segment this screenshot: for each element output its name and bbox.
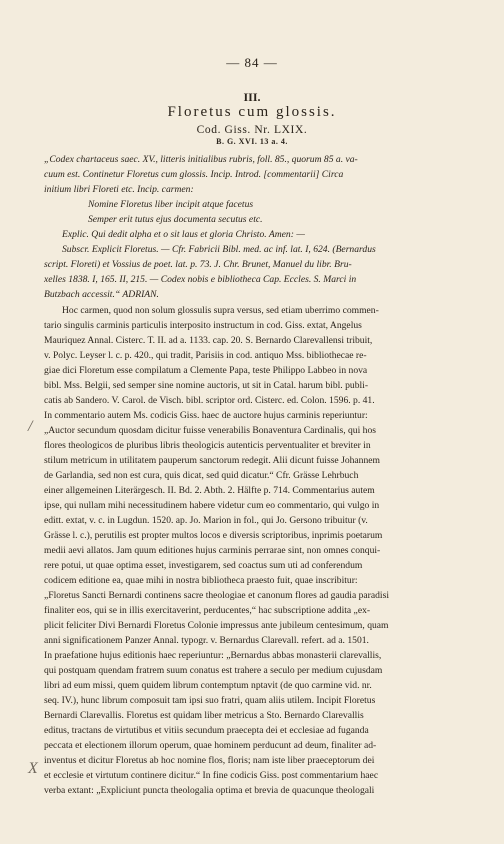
body-line: de Garlandia, sed non est cura, quis dicat, sed quid dicatur.“ Cfr. Grässe Lehrbuch	[44, 470, 359, 481]
body-line: stilum metricum in utilitatem pauperum sanctorum redegit. Alii dicunt fuisse Johannem	[44, 455, 380, 466]
body-line: Mauriquez Annal. Cisterc. T. II. ad a. 1133. cap. 20. S. Bernardo Clarevallensi tribuit,	[44, 335, 373, 346]
codex-reference: Cod. Giss. Nr. LXIX.	[196, 124, 308, 136]
margin-pencil-mark: /	[28, 418, 33, 435]
intro-line: xelles 1838. I, 165. II, 215. — Codex nobis e bibliotheca Cap. Eccles. S. Marci in	[44, 274, 357, 285]
body-line: In commentario autem Ms. codicis Giss. haec de auctore hujus carminis reperiuntur:	[44, 410, 368, 421]
intro-line: cuum est. Continetur Floretus cum glossis. Incip. Introd. [commentarii] Circa	[44, 169, 344, 180]
body-line: editt. extat, v. c. in Lugdun. 1520. ap. Jo. Marion in fol., qui Jo. Gersono tribuitur (v.	[44, 515, 368, 526]
intro-line: script. Floreti) et Vossius de poet. lat. p. 73. J. Chr. Brunet, Manuel du libr. Bru-	[44, 259, 352, 270]
section-numeral: III.	[243, 90, 261, 104]
shelfmark: B. G. XVI. 13 a. 4.	[216, 137, 288, 146]
intro-line: Explic. Qui dedit alpha et o sit laus et gloria Christo. Amen: —	[62, 229, 305, 240]
body-line: tario singulis carminis particulis interposito instructum in cod. Giss. extat, Angelus	[44, 320, 362, 331]
body-line: bibl. Mss. Belgii, sed semper sine nomine auctoris, ut sit in Catal. harum bibl. publi-	[44, 380, 369, 391]
body-line: codicem editione ea, quae mihi in nostra bibliotheca praesto fuit, quae inscribitur:	[44, 575, 358, 586]
body-line: giae dici Floretum esse compilatum a Clemente Papa, teste Philippo Labbeo in nova	[44, 365, 368, 376]
verse-line: Nomine Floretus liber incipit atque facetus	[88, 199, 254, 210]
body-line: finaliter eos, qui se in illis exercitaverint, perducentes,“ hac subscriptione addita „ex-	[44, 605, 371, 616]
body-line: Hoc carmen, quod non solum glossulis supra versus, sed etiam uberrimo commen-	[62, 305, 379, 316]
body-text	[44, 303, 463, 798]
margin-pencil-mark: X	[28, 760, 38, 777]
body-line: Grässe l. c.), perutilis est propter multos locos e diversis scriptoribus, inprimis poetarum	[44, 530, 383, 541]
body-line: anni significationem Panzer Annal. typogr. v. Bernardus Clarevall. refert. ad a. 1501.	[44, 635, 369, 646]
intro-quotation	[44, 152, 463, 302]
body-line: et ecclesie et virtutum continere dicitur.“ In fine codicis Giss. post commentarium haec	[44, 770, 379, 781]
body-line: Bernardi Clarevallis. Floretus est quidam liber metricus a Sto. Bernardo Clarevallis	[44, 710, 364, 721]
body-line: peccata et electionem illorum operum, quae hominem perducunt ad deum, finaliter ad-	[44, 740, 377, 751]
page-number: — 84 —	[226, 55, 278, 70]
body-line: einer allgemeinen Literärgesch. II. Bd. 2. Abth. 2. Hälfte p. 714. Commentarius autem	[44, 485, 375, 496]
body-line: qui postquam quendam fratrem suum conatus est trahere a seculo per medium cujusdam	[44, 665, 383, 676]
verse-line: Semper erit tutus ejus documenta secutus etc.	[88, 214, 263, 225]
intro-line: initium libri Floreti etc. Incip. carmen:	[44, 184, 194, 195]
body-line: flores theologicos de pluribus libris theologicis autenticis perventualiter et breviter in	[44, 440, 371, 451]
body-line: v. Polyc. Leyser l. c. p. 420., qui tradit, Parisiis in cod. antiquo Mss. bibliothecae re-	[44, 350, 367, 361]
body-line: verba extant: „Expliciunt puncta theologalia optima et brevia de quacunque theologali	[44, 785, 375, 796]
body-line: In praefatione hujus editionis haec reperiuntur: „Bernardus abbas monasterii clarevallis,	[44, 650, 382, 661]
body-line: „Auctor secundum quosdam dicitur fuisse venerabilis Bonaventura Cardinalis, qui hos	[44, 425, 376, 436]
body-line: seq. IV.), hunc librum composuit tam ipsi suo fratri, quam aliis utilem. Incipit Floretus	[44, 695, 376, 706]
body-line: plicit feliciter Divi Bernardi Floretus Colonie impressus ante jubileum centesimum, quam	[44, 620, 389, 631]
body-line: libri ad eum missi, quem quidem librum contemptum nptavit (de quo carmine vid. nr.	[44, 680, 372, 691]
body-line: „Floretus Sancti Bernardi continens sacre theologiae et canonum flores ad gaudia paradisi	[44, 590, 389, 601]
body-line: inventus et dicitur Floretus ab hoc nomine flos, floris; nam iste liber praeceptorum dei	[44, 755, 375, 766]
body-line: medii aevi allatos. Jam quum editiones hujus carminis perrarae sint, non omnes conqui-	[44, 545, 381, 556]
intro-line: Butzbach accessit.“ ADRIAN.	[44, 289, 159, 300]
intro-line: Subscr. Explicit Floretus. — Cfr. Fabricii Bibl. med. ac inf. lat. I, 624. (Bernardus	[62, 244, 376, 255]
section-title: Floretus cum glossis.	[167, 104, 337, 120]
body-line: catis ab Sandero. V. Carol. de Visch. bibl. scriptor ord. Cisterc. ed. Colon. 1596. p. 41.	[44, 395, 375, 406]
body-line: editus, tractans de virtutibus et vitiis secundum praecepta dei et ecclesiae ad fuganda	[44, 725, 369, 736]
body-line: ipse, qui nullam mihi necessitudinem habere videtur cum eo commentario, qui vulgo in	[44, 500, 380, 511]
body-line: rere potui, ut quae optima esset, investigarem, sed coactus sum uti ad conferendum	[44, 560, 363, 571]
intro-line: „Codex chartaceus saec. XV., litteris initialibus rubris, foll. 85., quorum 85 a. va-	[44, 154, 358, 165]
